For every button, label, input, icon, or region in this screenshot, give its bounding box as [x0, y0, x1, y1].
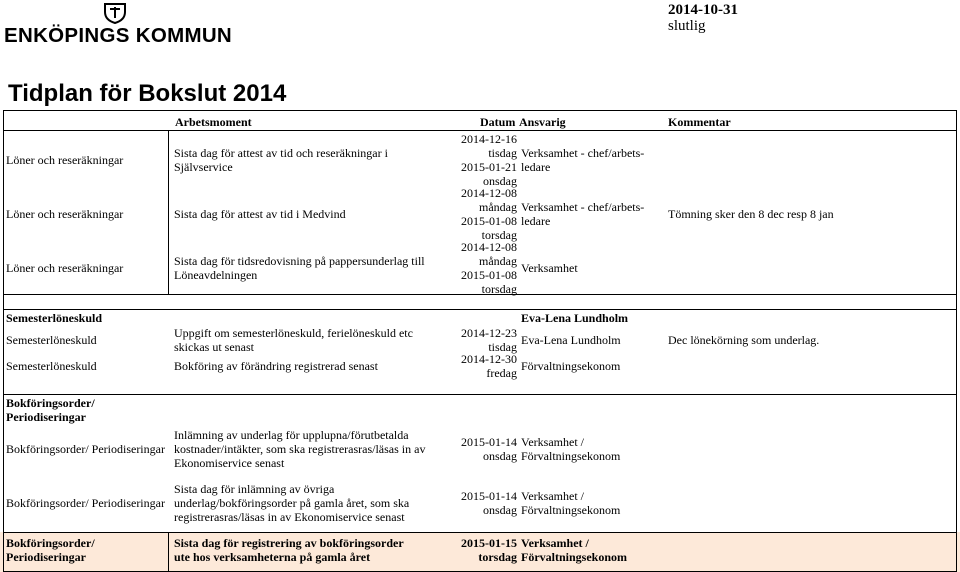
row-activity: Sista dag för attest av tid i Medvind [174, 207, 346, 221]
row-activity [174, 536, 404, 564]
row-comment: Tömning sker den 8 dec resp 8 jan [668, 207, 834, 221]
row-responsible [521, 489, 620, 517]
text-line: Förvaltningsekonom [521, 449, 621, 463]
text-line: Verksamhet / [521, 489, 584, 503]
text-line: 2014-12-08 [461, 186, 517, 200]
text-line: måndag [479, 200, 517, 214]
text-line: ledare [521, 214, 551, 228]
row-category [6, 536, 95, 564]
text-line: Förvaltningsekonom [521, 550, 628, 564]
document-status: slutlig [668, 18, 706, 34]
text-line: onsdag [483, 503, 517, 517]
text-line: 2015-01-14 [461, 489, 517, 503]
row-date [461, 132, 517, 188]
text-line: Sista dag för inlämning av övriga [174, 482, 335, 496]
text-line: torsdag [481, 228, 517, 242]
row-category: Bokföringsorder/ Periodiseringar [6, 442, 165, 456]
row-date [461, 489, 517, 517]
section-divider-4 [3, 532, 957, 533]
row-responsible [521, 200, 644, 228]
text-line: Bokföringsorder/ [6, 536, 95, 550]
text-line: 2014-12-23 [461, 326, 517, 340]
text-line: 2015-01-21 [461, 160, 517, 174]
row-category: Löner och reseräkningar [6, 207, 124, 221]
text-line: 2015-01-08 [461, 268, 517, 282]
row-responsible: Förvaltningsekonom [521, 359, 621, 373]
col-divider-b [168, 532, 169, 572]
row-comment: Dec lönekörning som underlag. [668, 333, 820, 347]
text-line: 2014-12-08 [461, 240, 517, 254]
col-header-comment: Kommentar [668, 115, 731, 129]
row-date [461, 326, 517, 354]
text-line: kostnader/intäkter, som ska registrerasras/läsas in av [174, 442, 426, 456]
text-line: fredag [486, 366, 517, 380]
text-line: måndag [479, 254, 517, 268]
row-responsible [521, 435, 620, 463]
text-line: Förvaltningsekonom [521, 503, 621, 517]
text-line: Verksamhet / [521, 435, 584, 449]
col-header-activity: Arbetsmoment [175, 115, 252, 129]
row-category: Löner och reseräkningar [6, 153, 124, 167]
row-category: Semesterlöneskuld [6, 359, 97, 373]
text-line: onsdag [483, 174, 517, 188]
row-category: Bokföringsorder/ Periodiseringar [6, 496, 165, 510]
text-line: onsdag [483, 449, 517, 463]
text-line: Löneavdelningen [174, 268, 258, 282]
text-line: 2015-01-15 [461, 536, 517, 550]
row-responsible: Verksamhet [521, 261, 578, 275]
municipality-logo [4, 2, 233, 54]
text-line: Periodiseringar [6, 410, 86, 424]
row-activity [174, 146, 388, 174]
row-date [461, 352, 517, 380]
section-title-semester: Semesterlöneskuld [6, 311, 102, 325]
row-category: Semesterlöneskuld [6, 333, 97, 347]
row-category: Löner och reseräkningar [6, 261, 124, 275]
text-line: registrerasras/läsas in av Ekonomiservice senast [174, 510, 405, 524]
text-line: torsdag [481, 282, 517, 296]
text-line: Verksamhet - chef/arbets- [521, 146, 645, 160]
text-line: ledare [521, 160, 551, 174]
section-title-bokforing [6, 396, 95, 424]
text-line: Inlämning av underlag för upplupna/förutbetalda [174, 428, 409, 442]
row-activity [174, 428, 425, 470]
col-divider-a [168, 130, 169, 294]
page-title: Tidplan för Bokslut 2014 [8, 80, 287, 107]
text-line: torsdag [478, 550, 517, 564]
text-line: Ekonomiservice senast [174, 456, 285, 470]
text-line: Sista dag för tidsredovisning på pappersunderlag till [174, 254, 425, 268]
row-activity [174, 482, 409, 524]
row-date [461, 186, 517, 242]
text-line: Uppgift om semesterlöneskuld, ferielöneskuld etc [174, 326, 413, 340]
row-date [461, 240, 517, 296]
text-line: 2014-12-30 [461, 352, 517, 366]
crest-icon [100, 2, 130, 24]
text-line: Verksamhet - chef/arbets- [521, 200, 645, 214]
text-line: Sista dag för attest av tid och reseräkningar i [174, 146, 388, 160]
section-divider-3 [3, 394, 957, 395]
text-line: Bokföringsorder/ [6, 396, 95, 410]
row-date [461, 435, 517, 463]
row-responsible [521, 146, 644, 174]
text-line: Periodiseringar [6, 550, 86, 564]
col-header-responsible: Ansvarig [519, 115, 566, 129]
text-line: Sista dag för registrering av bokföringsorder [174, 536, 404, 550]
row-responsible: Eva-Lena Lundholm [521, 333, 621, 347]
text-line: 2015-01-08 [461, 214, 517, 228]
col-header-date: Datum [480, 115, 516, 129]
text-line: tisdag [488, 146, 517, 160]
text-line: skickas ut senast [174, 340, 254, 354]
text-line: 2014-12-16 [461, 132, 517, 146]
section-divider-2 [3, 309, 957, 310]
row-responsible [521, 536, 627, 564]
row-activity: Bokföring av förändring registrerad senast [174, 359, 378, 373]
logo-text: ENKÖPINGS KOMMUN [4, 24, 233, 47]
header-divider [3, 130, 957, 131]
text-line: underlag/bokföringsorder på gamla året, som ska [174, 496, 410, 510]
text-line: Självservice [174, 160, 233, 174]
text-line: ute hos verksamheterna på gamla året [174, 550, 371, 564]
text-line: tisdag [488, 340, 517, 354]
row-activity [174, 254, 425, 282]
row-activity [174, 326, 413, 354]
text-line: Verksamhet / [521, 536, 589, 550]
document-date: 2014-10-31 [668, 2, 738, 18]
text-line: 2015-01-14 [461, 435, 517, 449]
section-responsible-semester: Eva-Lena Lundholm [521, 311, 629, 325]
row-date [461, 536, 517, 564]
